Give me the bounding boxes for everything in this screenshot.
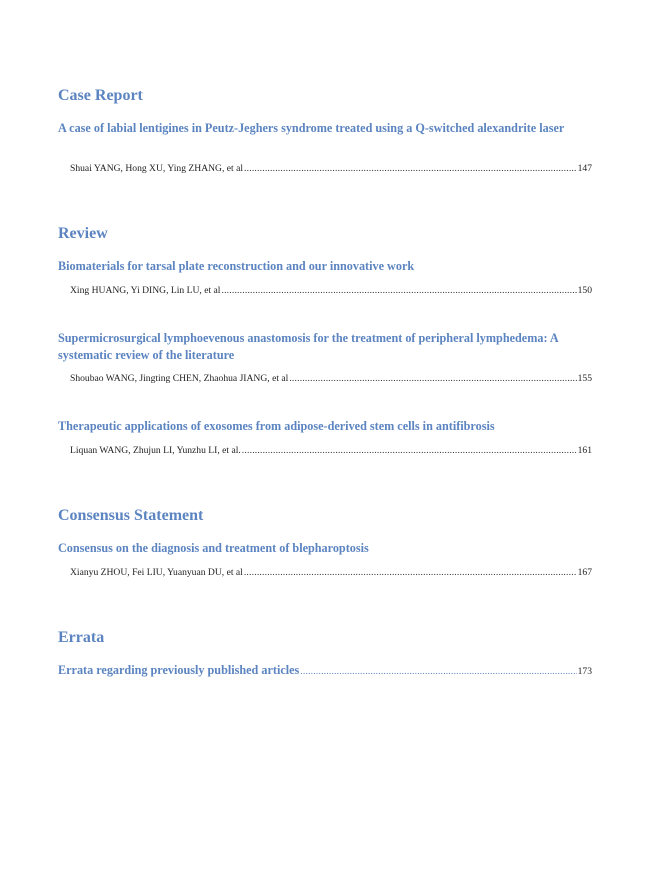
page-number: 147 bbox=[577, 163, 592, 174]
section-case-report bbox=[58, 86, 598, 106]
article-title[interactable]: Biomaterials for tarsal plate reconstruction and our innovative work bbox=[58, 259, 415, 273]
dot-leader bbox=[300, 666, 576, 677]
toc-entry-meta bbox=[58, 444, 592, 457]
page-number: 167 bbox=[577, 567, 592, 578]
dot-leader bbox=[221, 284, 576, 297]
article-authors: Xing HUANG, Yi DING, Lin LU, et al bbox=[70, 285, 221, 296]
toc-entry-meta bbox=[58, 372, 592, 385]
article-title[interactable]: Errata regarding previously published articles bbox=[58, 663, 300, 677]
article-title[interactable]: Supermicrosurgical lymphoevenous anastomosis for the treatment of peripheral lymphedema: A systematic review of the literature bbox=[58, 331, 559, 362]
article-title[interactable]: Consensus on the diagnosis and treatment of blepharoptosis bbox=[58, 541, 369, 555]
toc-entry[interactable] bbox=[58, 662, 592, 679]
page-number: 173 bbox=[577, 666, 592, 677]
section-review bbox=[58, 224, 598, 244]
page-number: 161 bbox=[577, 445, 592, 456]
dot-leader bbox=[244, 162, 577, 175]
dot-leader bbox=[242, 444, 577, 457]
toc-entry[interactable] bbox=[58, 258, 598, 275]
article-authors: Shoubao WANG, Jingting CHEN, Zhaohua JIANG, et al bbox=[70, 373, 289, 384]
section-title: Consensus Statement bbox=[58, 507, 204, 524]
dot-leader bbox=[289, 372, 576, 385]
article-title[interactable]: A case of labial lentigines in Peutz-Jeghers syndrome treated using a Q-switched alexandrite laser bbox=[58, 121, 565, 135]
toc-entry[interactable] bbox=[58, 330, 598, 363]
toc-entry[interactable] bbox=[58, 418, 598, 435]
section-consensus-statement bbox=[58, 506, 598, 526]
toc-entry[interactable] bbox=[58, 120, 598, 137]
page-number: 155 bbox=[577, 373, 592, 384]
page-number: 150 bbox=[577, 285, 592, 296]
article-title[interactable]: Therapeutic applications of exosomes from adipose-derived stem cells in antifibrosis bbox=[58, 419, 495, 433]
toc-entry[interactable] bbox=[58, 540, 598, 557]
toc-entry-meta bbox=[58, 284, 592, 297]
section-title: Review bbox=[58, 225, 108, 242]
article-authors: Shuai YANG, Hong XU, Ying ZHANG, et al bbox=[70, 163, 244, 174]
section-errata bbox=[58, 628, 598, 648]
article-authors: Xianyu ZHOU, Fei LIU, Yuanyuan DU, et al bbox=[70, 567, 243, 578]
section-title: Errata bbox=[58, 629, 105, 646]
toc-entry-meta bbox=[58, 162, 592, 175]
toc-entry-meta bbox=[58, 566, 592, 579]
article-authors: Liquan WANG, Zhujun LI, Yunzhu LI, et al. bbox=[70, 445, 241, 456]
dot-leader bbox=[244, 566, 577, 579]
section-title: Case Report bbox=[58, 87, 143, 104]
